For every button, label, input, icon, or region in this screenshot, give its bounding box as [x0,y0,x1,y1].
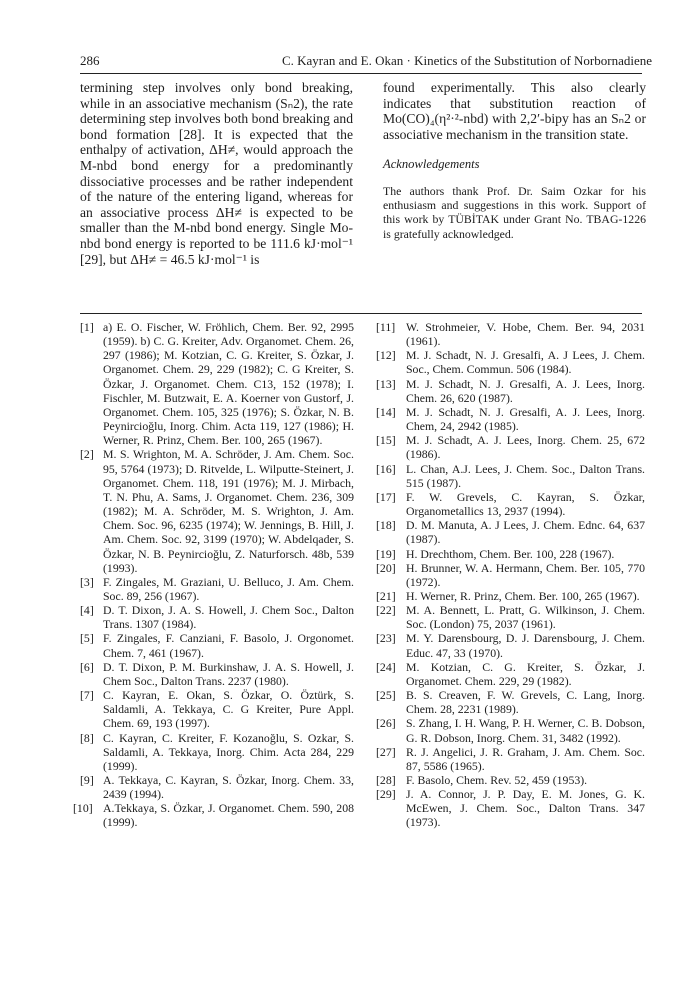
body-column-right [383,80,646,241]
reference-number: [19] [376,546,396,561]
reference-number: [9] [80,773,94,787]
reference-item [376,404,645,434]
reference-number: [11] [376,320,396,334]
running-title: C. Kayran and E. Okan · Kinetics of the Substitution of Norbornadiene [281,53,652,68]
reference-text: M. Kotzian, C. G. Kreiter, S. Özkar, J. Organomet. Chem. 229, 29 (1982). [406,659,645,688]
reference-number: [15] [376,433,396,448]
reference-number: [23] [376,631,396,646]
body-paragraph-left: termining step involves only bond breaking, while in an associative mechanism (Sₙ2), the rate determining step involves both bond breaking and bond formation [28]. It is expected that the enthalpy of activation, ΔH≠, would approach the M-nbd bond energy for a predominantly dissociative processes and be rather independent of the nature of the entering ligand, whereas for an associative process ΔH≠ is expected to be smaller than the M-nbd bond energy. Single Mo-nbd bond energy is reported to be 111.6 kJ·mol⁻¹ [29], but ΔH≠ = 46.5 kJ·mol⁻¹ is [80,80,353,267]
reference-item [80,731,354,773]
references-column-left [73,320,354,830]
reference-text: C. Kayran, E. Okan, S. Özkar, O. Öztürk, S. Saldamli, A. Tekkaya, C. G Kreiter, Pure Appl. Chem. 69, 193 (1997). [103,688,354,731]
reference-item [376,744,645,773]
reference-text: a) E. O. Fischer, W. Fröhlich, Chem. Ber. 92, 2995 (1959). b) C. G. Kreiter, Adv. Organomet. Chem. 26, 297 (1986); M. Kotzian, C. G. Kreiter, S. Özkar, J. Organomet. Chem. 29, 229 (1982); C. G Kreiter, S. Özkar, J. Organomet. Chem. C13, 152 (1978); I. Fischler, M. Butzwait, E. A. Koerner von Gustorf, J. Organomet. Chem. 105, 325 (1976); S. Özkar, N. B. Peynircioğlu, Inorg. Chim. Acta 119, 127 (1986); H. Werner, R. Prinz, Chem. Ber. 100, 265 (1967). [103,320,354,448]
reference-item [80,688,354,730]
reference-text: M. J. Schadt, N. J. Gresalfi, A. J. Lees, Inorg. Chem. 26, 620 (1987). [406,376,645,405]
reference-item [376,461,645,490]
reference-text: H. Brunner, W. A. Hermann, Chem. Ber. 105, 770 (1972). [406,560,645,589]
reference-number: [24] [376,659,396,674]
reference-number: [8] [80,730,94,745]
reference-text: M. J. Schadt, N. J. Gresalfi, A. J Lees, J. Chem. Soc., Chem. Commun. 506 (1984). [406,348,645,377]
reference-text: W. Strohmeier, V. Hobe, Chem. Ber. 94, 2031 (1961). [406,320,645,349]
reference-number: [7] [80,688,94,703]
reference-text: M. A. Bennett, L. Pratt, G. Wilkinson, J. Chem. Soc. (London) 75, 2037 (1961). [406,603,645,632]
reference-number: [6] [80,659,94,674]
reference-number: [29] [376,787,396,802]
reference-item [376,588,645,603]
reference-number: [21] [376,588,396,603]
reference-number: [25] [376,688,396,703]
reference-item [376,688,645,717]
reference-text: C. Kayran, C. Kreiter, F. Kozanoğlu, S. Ozkar, S. Saldamli, A. Tekkaya, Inorg. Chim. Acta 284, 229 (1999). [103,730,354,773]
reference-item [376,489,645,519]
reference-item [376,716,645,745]
reference-item [376,603,645,632]
reference-item [80,631,354,659]
reference-item [376,546,645,561]
reference-text: F. Zingales, F. Canziani, F. Basolo, J. Orgonomet. Chem. 7, 461 (1967). [103,631,354,660]
reference-text: M. J. Schadt, A. J. Lees, Inorg. Chem. 25, 672 (1986). [406,433,645,462]
reference-item [376,320,645,349]
reference-item [80,773,354,801]
reference-text: A. Tekkaya, C. Kayran, S. Özkar, Inorg. Chem. 33, 2439 (1994). [103,773,354,802]
reference-item [376,376,645,405]
references-rule [80,313,642,314]
reference-number: [28] [376,773,396,787]
reference-text: S. Zhang, I. H. Wang, P. H. Werner, C. B. Dobson, G. R. Dobson, Inorg. Chem. 31, 3482 (1992). [406,716,645,745]
reference-item [376,348,645,377]
page-number: 286 [80,53,100,68]
reference-text: D. T. Dixon, P. M. Burkinshaw, J. A. S. Howell, J. Chem Soc., Dalton Trans. 2237 (1980). [103,659,354,688]
header-rule [80,73,642,74]
reference-item [376,433,645,462]
reference-text: A.Tekkaya, S. Özkar, J. Organomet. Chem. 590, 208 (1999). [103,801,354,830]
reference-item [80,660,354,688]
references-column-right [376,320,645,830]
reference-number: [3] [80,574,94,589]
reference-number: [14] [376,404,396,419]
reference-text: D. M. Manuta, A. J Lees, J. Chem. Ednc. 64, 637 (1987). [406,518,645,547]
reference-item [376,773,645,787]
reference-number: [2] [80,447,94,462]
reference-number: [27] [376,744,396,759]
reference-number: [5] [80,631,94,646]
reference-item [80,447,354,574]
body-column-left [80,80,353,267]
reference-item [376,631,645,660]
reference-item [376,560,645,589]
reference-text: J. A. Connor, J. P. Day, E. M. Jones, G. K. McEwen, J. Chem. Soc., Dalton Trans. 347 (1973). [406,787,645,830]
acknowledgements-heading: Acknowledgements [383,157,480,172]
reference-number: [18] [376,518,396,533]
reference-text: B. S. Creaven, F. W. Grevels, C. Lang, Inorg. Chem. 28, 2231 (1989). [406,688,645,717]
reference-text: H. Werner, R. Prinz, Chem. Ber. 100, 265 (1967). [406,588,640,603]
reference-text: F. Zingales, M. Graziani, U. Belluco, J. Am. Chem. Soc. 89, 256 (1967). [103,574,354,603]
reference-text: H. Drechthom, Chem. Ber. 100, 228 (1967). [406,546,615,561]
reference-number: [17] [376,489,396,504]
reference-number: [20] [376,560,396,575]
reference-item [376,518,645,547]
reference-text: F. W. Grevels, C. Kayran, S. Özkar, Organometallics 13, 2937 (1994). [406,489,645,519]
reference-number: [22] [376,603,396,618]
body-paragraph-right: found experimentally. This also clearly indicates that substitution reaction of Mo(CO)₄(η²·²-nbd) with 2,2′-bipy has an Sₙ2 or associative mechanism in the transition state. [383,80,646,142]
reference-text: L. Chan, A.J. Lees, J. Chem. Soc., Dalton Trans. 515 (1987). [406,461,645,490]
reference-number: [4] [80,603,94,618]
reference-number: [12] [376,348,396,363]
reference-item [80,320,354,447]
reference-text: F. Basolo, Chem. Rev. 52, 459 (1953). [406,773,588,787]
reference-text: M. S. Wrighton, M. A. Schröder, J. Am. Chem. Soc. 95, 5764 (1973); D. Ritvelde, L. Wilputte-Steinert, J. Organomet. Chem. 118, 191 (1976); M. J. Mirbach, T. N. Phu, A. Sams, J. Organomet. Chem. 236, 309 (1982); M. A. Schröder, M. S. Wrighton, J. Am. Chem. Soc. 96, 6235 (1974); W. Jennings, B. Hill, J. Am. Chem. Soc. 92, 3199 (1970); W. Abdelqader, S. Özkar, N. B. Peynircioğlu, Z. Naturforsch. 48b, 539 (1993). [103,447,354,575]
reference-item [80,575,354,603]
reference-text: D. T. Dixon, J. A. S. Howell, J. Chem Soc., Dalton Trans. 1307 (1984). [103,603,354,632]
reference-number: [1] [80,320,94,334]
reference-item [376,787,645,830]
reference-number: [26] [376,716,396,731]
running-header [80,53,652,71]
acknowledgements-text: The authors thank Prof. Dr. Saim Ozkar for his enthusiasm and suggestions in this work. Support of this work by TÜBİTAK under Grant No. TBAG-1226 is gratefully acknowledged. [383,183,646,241]
reference-number: [13] [376,376,396,391]
reference-item [376,659,645,688]
reference-text: R. J. Angelici, J. R. Graham, J. Am. Chem. Soc. 87, 5586 (1965). [406,744,645,773]
reference-text: M. J. Schadt, N. J. Gresalfi, A. J. Lees, Inorg. Chem, 24, 2942 (1985). [406,404,645,434]
reference-number: [10] [73,801,93,816]
reference-item [80,603,354,631]
reference-item [73,801,354,830]
reference-number: [16] [376,461,396,476]
reference-text: M. Y. Darensbourg, D. J. Darensbourg, J. Chem. Educ. 47, 33 (1970). [406,631,645,660]
